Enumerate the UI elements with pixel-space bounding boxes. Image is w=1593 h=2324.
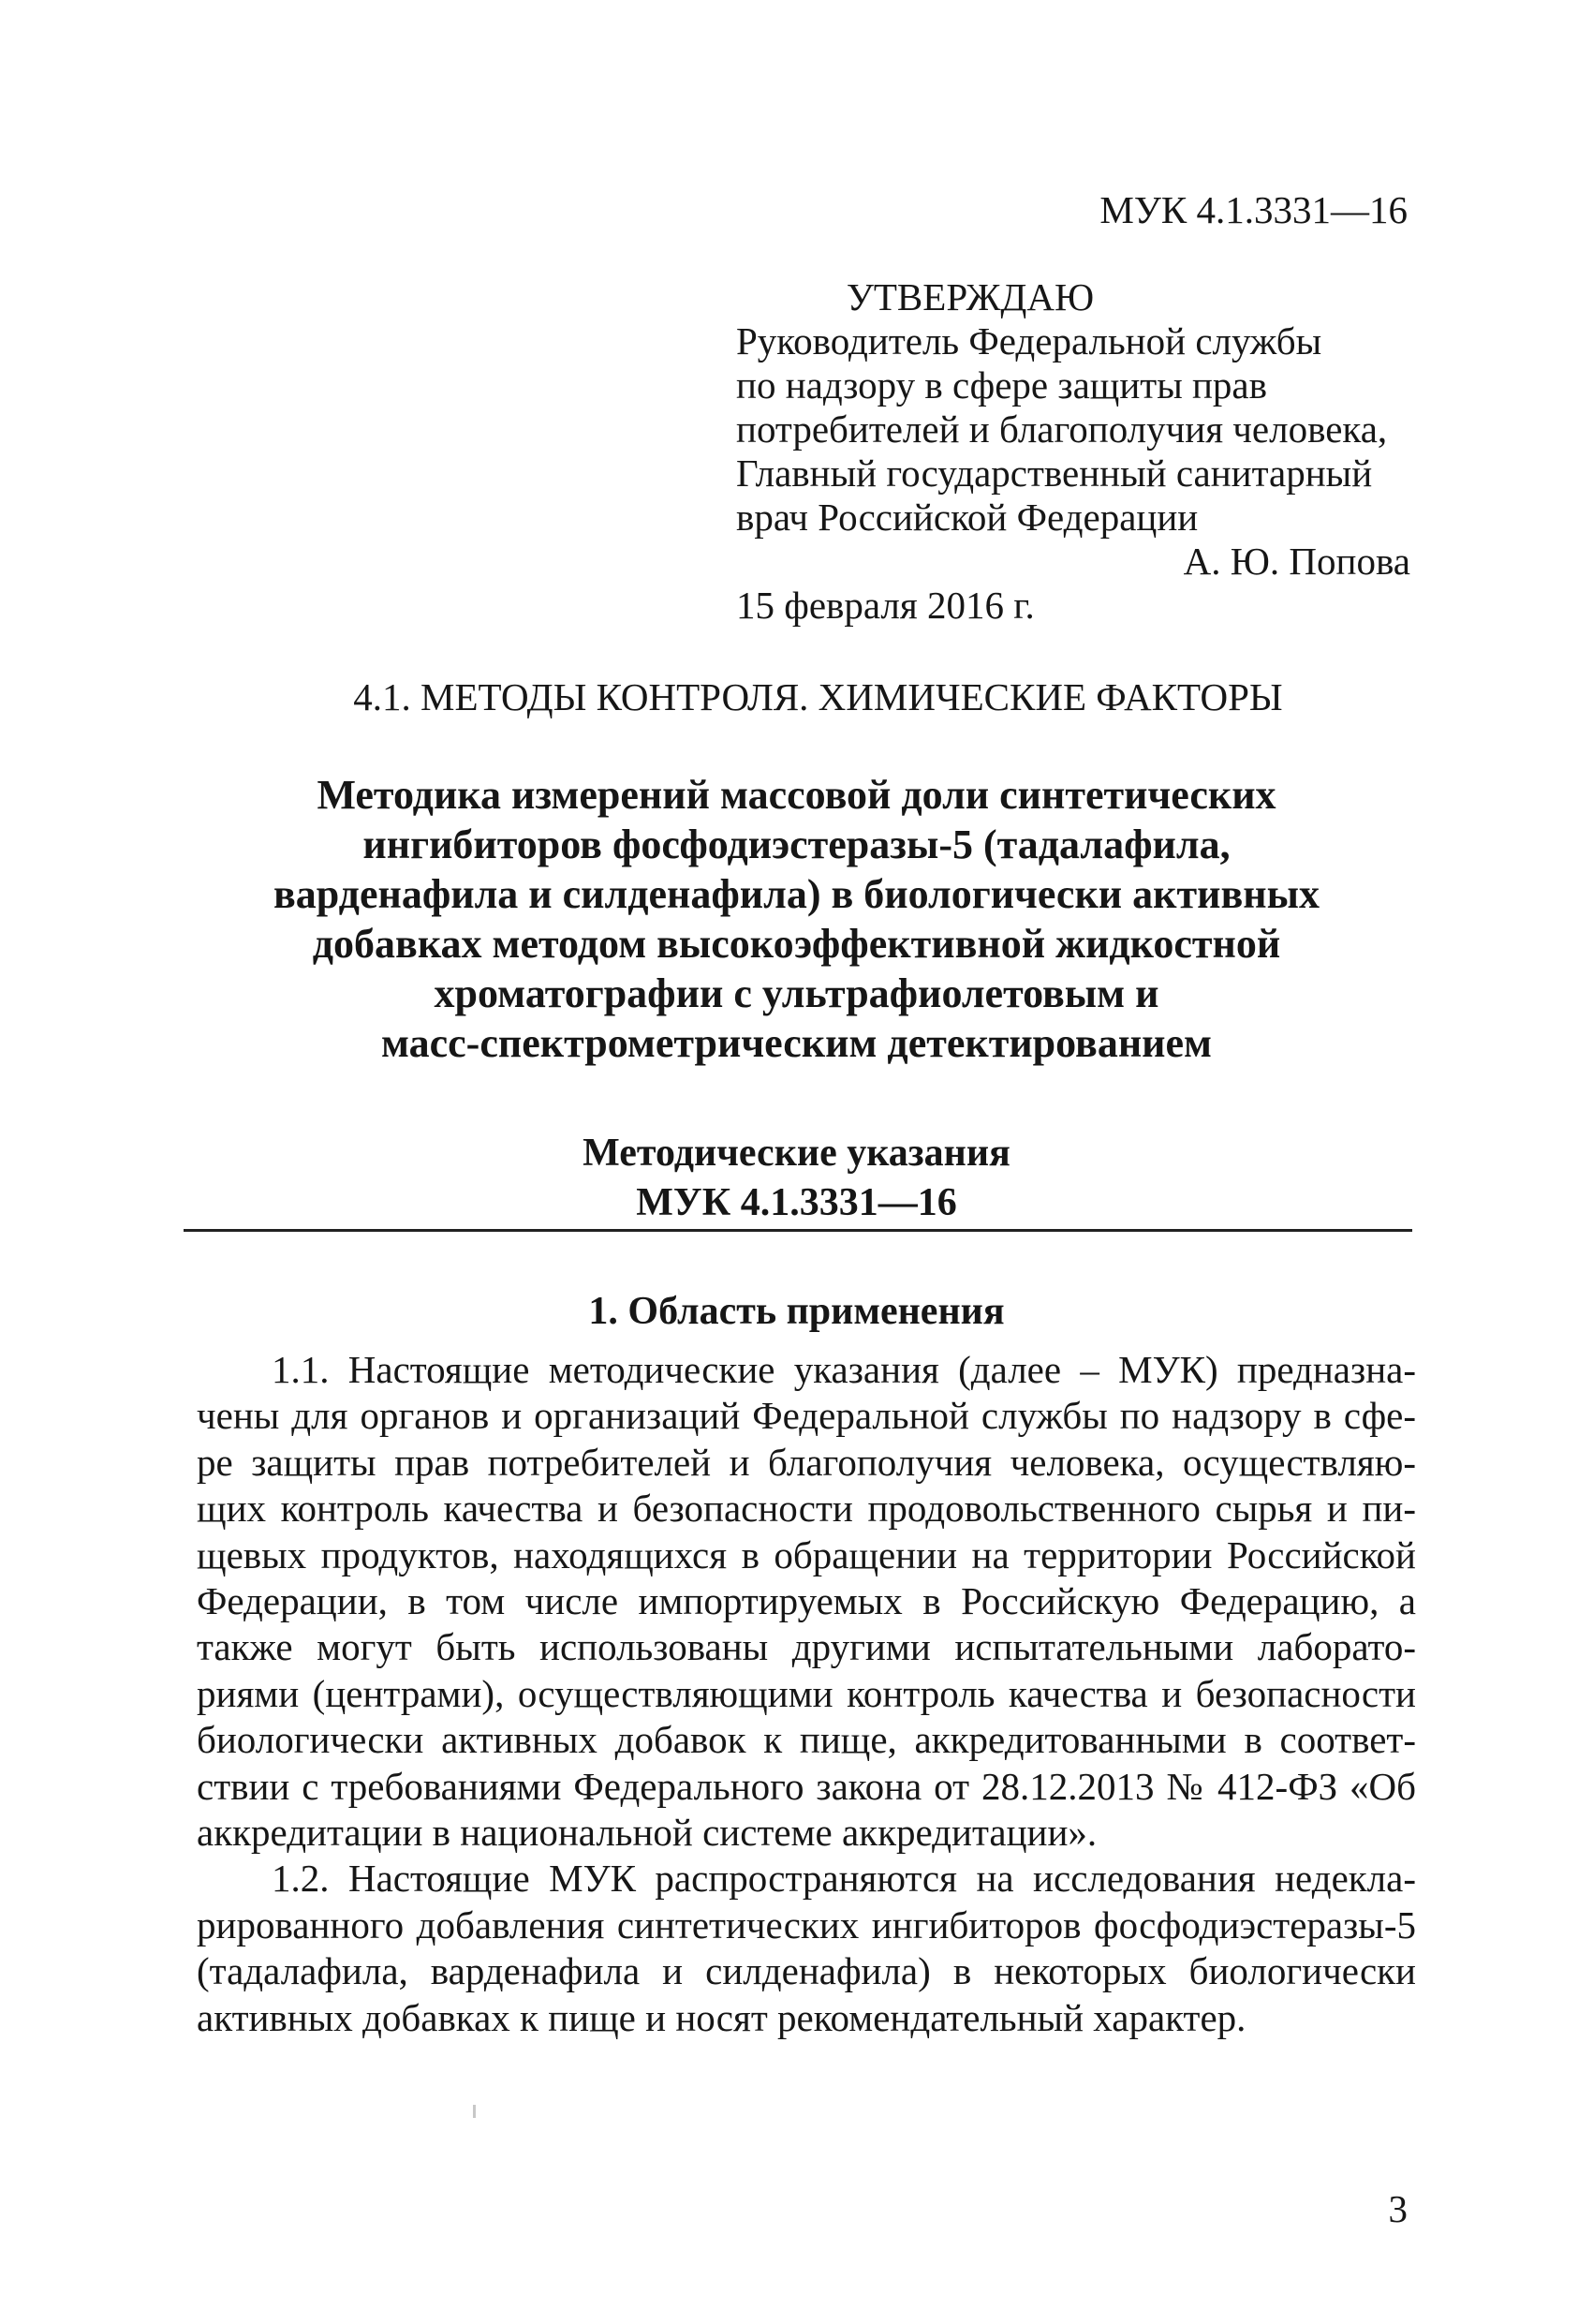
- horizontal-rule: [184, 1229, 1412, 1232]
- text-line: аккредитации в национальной системе аккредитации».: [197, 1811, 1098, 1855]
- guidelines-block: [0, 1129, 1593, 1228]
- text-line: Федерации, в том числе импортируемых в Российскую Федерацию, а: [197, 1579, 1416, 1623]
- scan-artifact: [473, 2105, 476, 2118]
- approval-block: [736, 275, 1410, 628]
- title-line: варденафила и силденафила) в биологически активных: [273, 871, 1320, 917]
- text-line: рированного добавления синтетических ингибиторов фосфодиэстеразы-5: [197, 1902, 1416, 1947]
- title-line: хроматографии с ультрафиолетовым и: [434, 970, 1159, 1016]
- scope-body: [197, 1347, 1416, 2041]
- approval-date: 15 февраля 2016 г.: [736, 584, 1035, 627]
- text-line: чены для органов и организаций Федеральной службы по надзору в сфе-: [197, 1394, 1416, 1438]
- approval-line: Главный государственный санитарный: [736, 451, 1373, 495]
- text-line: (тадалафила, варденафила и силденафила) в некоторых биологически: [197, 1949, 1416, 1993]
- text-line: 1.2. Настоящие МУК распространяются на исследования недекла-: [272, 1857, 1416, 1901]
- document-code: МУК 4.1.3331—16: [1099, 188, 1408, 231]
- text-line: биологически активных добавок к пище, аккредитованными в соответ-: [197, 1718, 1416, 1762]
- section-heading: 4.1. МЕТОДЫ КОНТРОЛЯ. ХИМИЧЕСКИЕ ФАКТОРЫ: [353, 675, 1283, 718]
- text-line: ре защиты прав потребителей и благополучия человека, осуществляю-: [197, 1440, 1416, 1484]
- text-line: ствии с требованиями Федерального закона от 28.12.2013 № 412-ФЗ «Об: [197, 1764, 1416, 1808]
- paragraph-1-1: [197, 1347, 1416, 1856]
- title-line: ингибиторов фосфодиэстеразы-5 (тадалафила,: [362, 822, 1231, 867]
- text-line: также могут быть использованы другими испытательными лаборато-: [197, 1625, 1416, 1669]
- document-title: [140, 770, 1453, 1068]
- title-line: добавках методом высокоэффективной жидкостной: [312, 921, 1281, 967]
- guidelines-code: МУК 4.1.3331—16: [636, 1181, 957, 1224]
- text-line: щевых продуктов, находящихся в обращении на территории Российской: [197, 1532, 1416, 1576]
- text-line: активных добавках к пище и носят рекомендательный характер.: [197, 1995, 1246, 2039]
- approval-line: врач Российской Федерации: [736, 496, 1199, 539]
- paragraph-1-2: [197, 1856, 1416, 2041]
- page-number: 3: [1388, 2187, 1408, 2230]
- approval-signer: А. Ю. Попова: [1183, 540, 1410, 583]
- approval-line: по надзору в сфере защиты прав: [736, 363, 1267, 407]
- approval-title: УТВЕРЖДАЮ: [846, 275, 1095, 318]
- text-line: щих контроль качества и безопасности продовольственного сырья и пи-: [197, 1487, 1416, 1531]
- approval-line: потребителей и благополучия человека,: [736, 407, 1388, 451]
- guidelines-label: Методические указания: [583, 1132, 1010, 1175]
- text-line: риями (центрами), осуществляющими контроль качества и безопасности: [197, 1671, 1416, 1715]
- title-line: Методика измерений массовой доли синтетических: [317, 772, 1276, 818]
- scope-heading: 1. Область применения: [588, 1290, 1005, 1333]
- text-line: 1.1. Настоящие методические указания (далее – МУК) предназна-: [272, 1348, 1416, 1391]
- approval-line: Руководитель Федеральной службы: [736, 319, 1322, 363]
- title-line: масс-спектрометрическим детектированием: [380, 1020, 1213, 1066]
